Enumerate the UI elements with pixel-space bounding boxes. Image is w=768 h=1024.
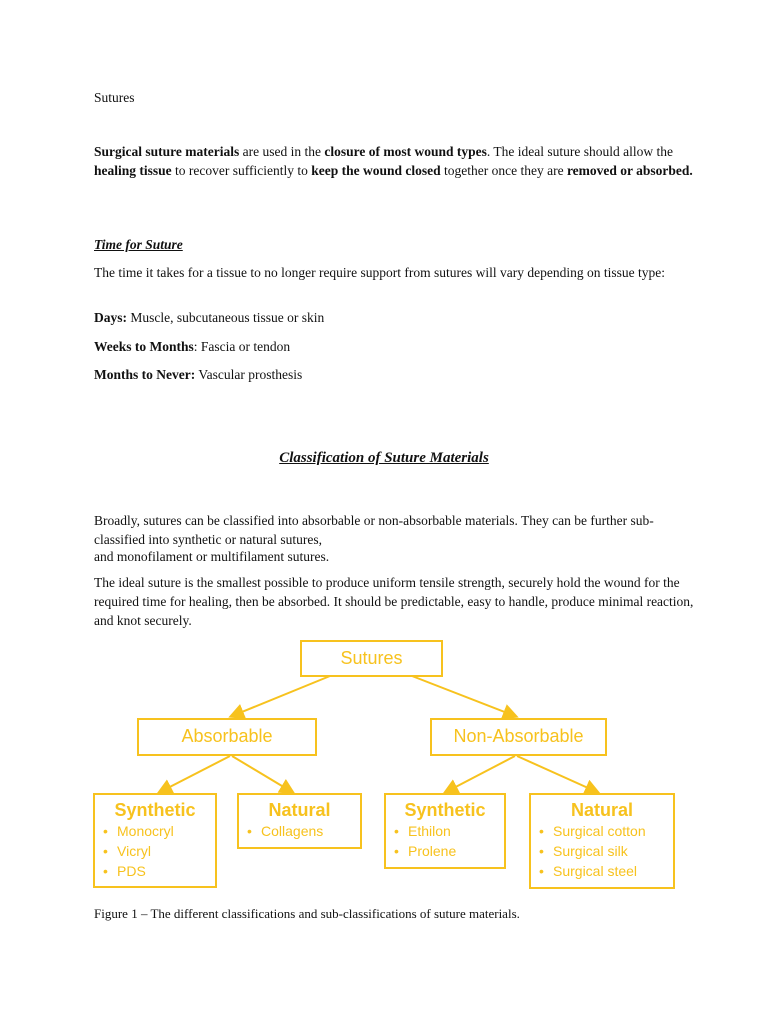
ideal-suture-paragraph: The ideal suture is the smallest possible to produce uniform tensile strength, securely hold the wound for the required time for healing, then be absorbed. It should be predictable, easy to handle, produce minimal reaction, and knot securely. bbox=[94, 575, 694, 628]
connector-non-natural bbox=[517, 756, 597, 792]
connector-root-absorbable bbox=[232, 676, 330, 716]
non-absorbable-box bbox=[430, 718, 607, 756]
abs-synthetic-title: Synthetic bbox=[114, 800, 196, 820]
weeks-row: Weeks to Months: Fascia or tendon bbox=[94, 339, 291, 354]
list-item: • Collagens bbox=[247, 823, 324, 839]
list-item: • Vicryl bbox=[103, 843, 151, 859]
time-heading: Time for Suture bbox=[94, 237, 183, 252]
intro-paragraph: Surgical suture materials are used in the closure of most wound types. The ideal suture should allow the healing tissue to recover sufficiently to keep the wound closed together once they are removed or absorbed. bbox=[94, 144, 693, 178]
non-natural-title: Natural bbox=[570, 800, 633, 820]
non-absorbable-synthetic-box bbox=[384, 793, 506, 869]
figure-caption: Figure 1 – The different classifications and sub-classifications of suture materials. bbox=[94, 906, 520, 921]
root-sutures-box bbox=[300, 640, 443, 677]
classification-heading: Classification of Suture Materials bbox=[279, 450, 489, 466]
document-title: Sutures bbox=[94, 90, 135, 105]
list-item: • Surgical steel bbox=[539, 863, 638, 879]
absorbable-label: Absorbable bbox=[181, 726, 273, 746]
absorbable-natural-box bbox=[237, 793, 362, 849]
broad-paragraph: Broadly, sutures can be classified into absorbable or non-absorbable materials. They can be further sub-classified into synthetic or natural sutures, bbox=[94, 513, 654, 547]
time-paragraph: The time it takes for a tissue to no longer require support from sutures will vary depending on tissue type: bbox=[94, 265, 666, 280]
broad-paragraph-cont: and monofilament or multifilament sutures. bbox=[94, 549, 330, 564]
non-synthetic-title: Synthetic bbox=[404, 800, 486, 820]
absorbable-synthetic-box bbox=[93, 793, 217, 888]
non-absorbable-natural-box bbox=[529, 793, 675, 889]
connector-root-nonabsorbable bbox=[412, 676, 515, 716]
connector-abs-natural bbox=[232, 756, 292, 792]
days-row: Days: Muscle, subcutaneous tissue or skin bbox=[94, 310, 325, 325]
connector-non-synthetic bbox=[446, 756, 515, 792]
list-item: • Surgical cotton bbox=[539, 823, 646, 839]
list-item: • Surgical silk bbox=[539, 843, 628, 859]
abs-natural-title: Natural bbox=[268, 800, 331, 820]
non-absorbable-label: Non-Absorbable bbox=[453, 726, 584, 746]
list-item: • PDS bbox=[103, 863, 146, 879]
connector-abs-synthetic bbox=[160, 756, 230, 792]
months-row: Months to Never: Vascular prosthesis bbox=[94, 367, 303, 382]
absorbable-box bbox=[137, 718, 317, 756]
list-item: • Ethilon bbox=[394, 823, 451, 839]
root-label: Sutures bbox=[340, 648, 403, 668]
list-item: • Prolene bbox=[394, 843, 457, 859]
list-item: • Monocryl bbox=[103, 823, 174, 839]
